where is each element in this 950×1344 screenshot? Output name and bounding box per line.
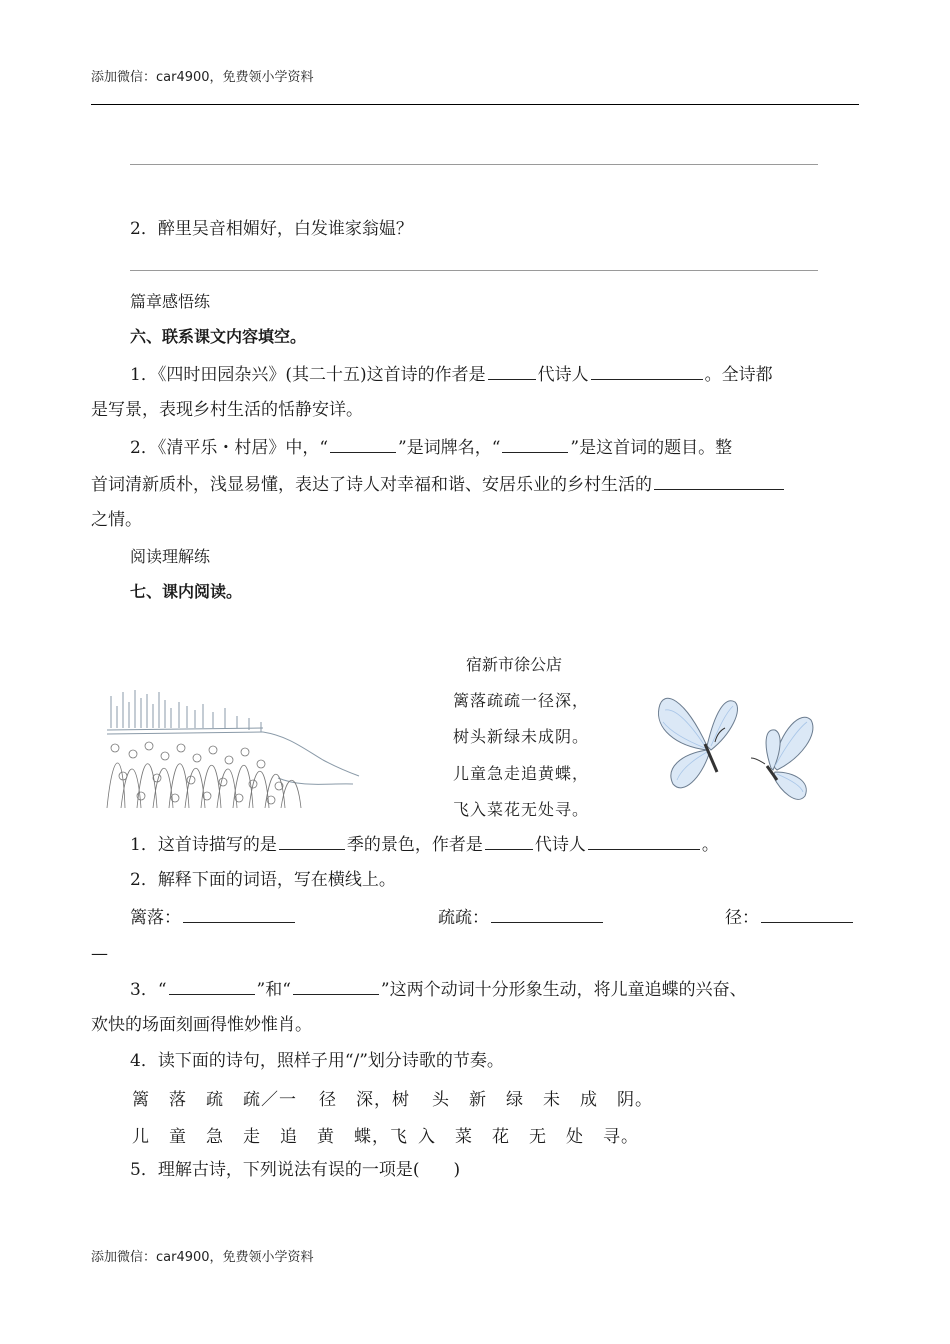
section-label-b: 阅读理解练 xyxy=(130,547,211,566)
part7-q4: 4．读下面的诗句，照样子用“/”划分诗歌的节奏。 xyxy=(130,1051,504,1071)
part6-q2-line1: 2．《清平乐・村居》中，“ ”是词牌名，“ ”是这首词的题目。整 xyxy=(130,434,732,460)
fence-flowers-illustration xyxy=(103,688,361,813)
rhythm-row-2: 儿 童 急 走 追 黄 蝶，飞 入 菜 花 无 处 寻。 xyxy=(132,1127,639,1147)
part7-q2-word2: 疏疏： xyxy=(438,904,605,930)
blank[interactable] xyxy=(169,976,255,995)
blank[interactable] xyxy=(279,831,345,850)
blank[interactable] xyxy=(761,904,853,923)
butterflies-illustration xyxy=(655,688,817,808)
blank[interactable] xyxy=(502,434,568,453)
part6-q1-line2: 是写景，表现乡村生活的恬静安详。 xyxy=(91,400,363,420)
part7-title: 七、课内阅读。 xyxy=(130,582,243,601)
blank[interactable] xyxy=(293,976,379,995)
part7-q2-word1: 篱落： xyxy=(130,904,297,930)
part7-q5: 5．理解古诗，下列说法有误的一项是( ) xyxy=(130,1160,461,1180)
poem-line-3: 儿童急走追黄蝶， xyxy=(453,764,590,783)
section-label-a: 篇章感悟练 xyxy=(130,292,211,311)
blank[interactable] xyxy=(654,471,784,490)
blank[interactable] xyxy=(485,831,533,850)
part7-q2: 2．解释下面的词语，写在横线上。 xyxy=(130,870,396,890)
header-rule xyxy=(91,104,859,105)
part7-q3-line1: 3．“ ”和“ ”这两个动词十分形象生动，将儿童追蝶的兴奋、 xyxy=(130,976,747,1002)
poem-line-1: 篱落疏疏一径深， xyxy=(453,691,590,710)
blank[interactable] xyxy=(591,361,703,380)
question-5-2: 2．醉里吴音相媚好，白发谁家翁媪？ xyxy=(130,219,413,239)
blank[interactable] xyxy=(491,904,603,923)
part7-q2-word3: 径： xyxy=(725,904,855,930)
answer-line-2 xyxy=(130,270,818,271)
part7-q1: 1．这首诗描写的是 季的景色，作者是 代诗人 。 xyxy=(130,831,719,857)
page-header: 添加微信：car4900，免费领小学资料 xyxy=(91,70,314,85)
blank-overflow: — xyxy=(91,944,108,964)
blank[interactable] xyxy=(183,904,295,923)
part6-q2-line3: 之情。 xyxy=(91,510,142,530)
blank[interactable] xyxy=(588,831,700,850)
blank[interactable] xyxy=(488,361,536,380)
poem-line-2: 树头新绿未成阴。 xyxy=(453,727,590,746)
part7-q3-line2: 欢快的场面刻画得惟妙惟肖。 xyxy=(91,1015,312,1035)
page-footer: 添加微信：car4900，免费领小学资料 xyxy=(91,1250,314,1265)
rhythm-row-1: 篱 落 疏 疏／一 径 深，树 头 新 绿 未 成 阴。 xyxy=(132,1090,653,1110)
part6-title: 六、联系课文内容填空。 xyxy=(130,327,307,346)
blank[interactable] xyxy=(330,434,396,453)
part6-q1-line1: 1．《四时田园杂兴》(其二十五)这首诗的作者是 代诗人 。全诗都 xyxy=(130,361,773,387)
poem-title: 宿新市徐公店 xyxy=(466,655,563,674)
part6-q2-line2: 首词清新质朴，浅显易懂，表达了诗人对幸福和谐、安居乐业的乡村生活的 xyxy=(91,471,786,497)
poem-line-4: 飞入菜花无处寻。 xyxy=(453,800,590,819)
answer-line-1 xyxy=(130,164,818,165)
